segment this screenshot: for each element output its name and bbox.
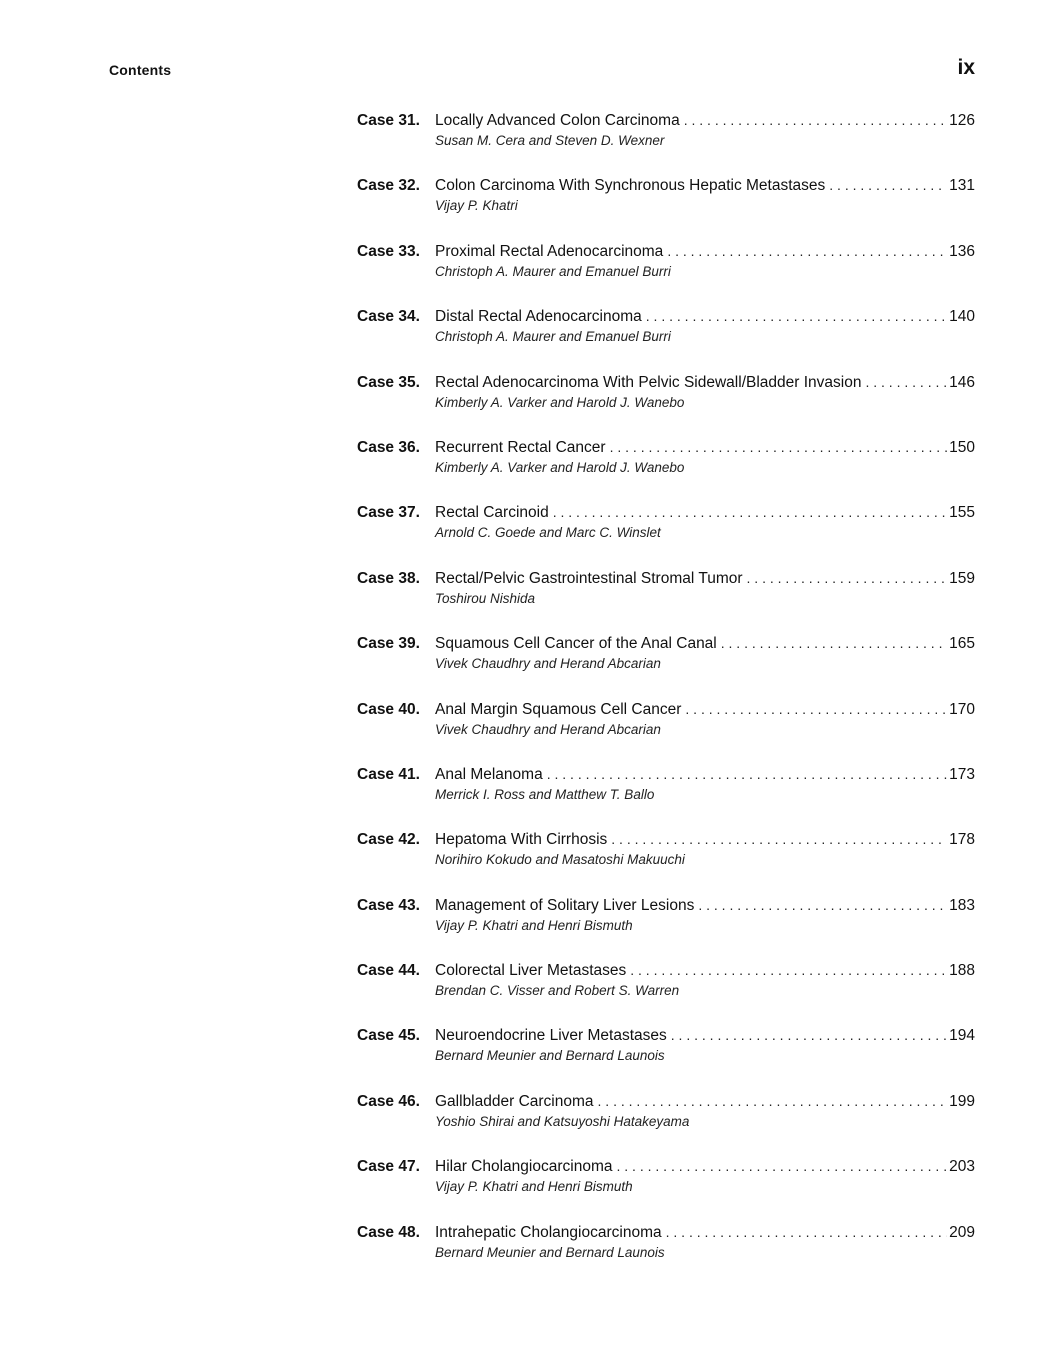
case-page-number: 209: [949, 1223, 975, 1241]
dot-leader: [611, 828, 947, 850]
toc-entry: [357, 567, 975, 632]
toc-entry-line: [357, 1024, 975, 1046]
case-page-number: 136: [949, 242, 975, 260]
dot-leader: [721, 632, 947, 654]
toc-entry-line: [357, 109, 975, 131]
case-title: Proximal Rectal Adenocarcinoma: [435, 242, 664, 260]
toc-entry-line: [357, 436, 975, 458]
table-of-contents: [357, 109, 975, 1286]
toc-entry: [357, 1155, 975, 1220]
dot-leader: [547, 763, 947, 785]
case-page-number: 155: [949, 504, 975, 522]
case-title: Rectal Carcinoid: [435, 504, 549, 522]
case-page-number: 194: [949, 1027, 975, 1045]
toc-entry-line: [357, 894, 975, 916]
toc-entry: [357, 109, 975, 174]
toc-entry-line: [357, 1155, 975, 1177]
dot-leader: [671, 1024, 947, 1046]
case-title: Colon Carcinoma With Synchronous Hepatic Metastases: [435, 177, 826, 195]
dot-leader: [666, 1221, 948, 1243]
toc-entry: [357, 501, 975, 566]
case-page-number: 170: [949, 700, 975, 718]
case-page-number: 165: [949, 635, 975, 653]
dot-leader: [598, 1090, 948, 1112]
toc-entry: [357, 240, 975, 305]
case-number: Case 33.: [357, 242, 420, 260]
toc-entry: [357, 894, 975, 959]
toc-entry-line: [357, 567, 975, 589]
toc-entry-line: [357, 828, 975, 850]
case-authors: Vivek Chaudhry and Herand Abcarian: [435, 721, 661, 737]
case-page-number: 183: [949, 896, 975, 914]
case-authors: Vijay P. Khatri and Henri Bismuth: [435, 917, 633, 933]
toc-entry: [357, 305, 975, 370]
case-title: Colorectal Liver Metastases: [435, 962, 627, 980]
case-number: Case 40.: [357, 700, 420, 718]
toc-entry: [357, 174, 975, 239]
case-page-number: 131: [949, 177, 975, 195]
case-title: Locally Advanced Colon Carcinoma: [435, 112, 680, 129]
case-authors: Arnold C. Goede and Marc C. Winslet: [435, 525, 661, 541]
case-authors: Bernard Meunier and Bernard Launois: [435, 1048, 665, 1064]
toc-entry: [357, 959, 975, 1024]
case-number: Case 34.: [357, 308, 420, 326]
case-title: Anal Melanoma: [435, 765, 543, 783]
case-title: Management of Solitary Liver Lesions: [435, 896, 695, 914]
toc-entry-line: [357, 1090, 975, 1112]
case-authors: Vivek Chaudhry and Herand Abcarian: [435, 656, 661, 672]
toc-entry: [357, 1221, 975, 1286]
case-authors: Norihiro Kokudo and Masatoshi Makuuchi: [435, 852, 685, 868]
toc-entry: [357, 436, 975, 501]
case-page-number: 150: [949, 438, 975, 456]
case-authors: Kimberly A. Varker and Harold J. Wanebo: [435, 459, 685, 475]
case-authors: Christoph A. Maurer and Emanuel Burri: [435, 263, 671, 279]
case-authors: Christoph A. Maurer and Emanuel Burri: [435, 329, 671, 345]
toc-entry: [357, 828, 975, 893]
case-authors: Vijay P. Khatri: [435, 198, 518, 214]
case-page-number: 203: [949, 1158, 975, 1176]
case-title: Recurrent Rectal Cancer: [435, 438, 606, 456]
case-title: Anal Margin Squamous Cell Cancer: [435, 700, 682, 718]
toc-entry-line: [357, 174, 975, 196]
toc-entry: [357, 763, 975, 828]
case-page-number: 126: [949, 112, 975, 129]
dot-leader: [646, 305, 947, 327]
case-number: Case 41.: [357, 765, 420, 783]
case-number: Case 46.: [357, 1092, 420, 1110]
case-number: Case 31.: [357, 112, 420, 129]
case-authors: Bernard Meunier and Bernard Launois: [435, 1244, 665, 1260]
dot-leader: [865, 371, 947, 393]
toc-entry-line: [357, 240, 975, 262]
case-authors: Susan M. Cera and Steven D. Wexner: [435, 133, 665, 148]
case-number: Case 43.: [357, 896, 420, 914]
dot-leader: [553, 501, 947, 523]
dot-leader: [698, 894, 947, 916]
toc-entry: [357, 698, 975, 763]
toc-entry-line: [357, 959, 975, 981]
case-title: Intrahepatic Cholangiocarcinoma: [435, 1223, 662, 1241]
case-page-number: 146: [949, 373, 975, 391]
toc-entry: [357, 1090, 975, 1155]
case-number: Case 36.: [357, 438, 420, 456]
case-number: Case 48.: [357, 1223, 420, 1241]
toc-entry-line: [357, 763, 975, 785]
case-page-number: 159: [949, 569, 975, 587]
case-authors: Toshirou Nishida: [435, 590, 536, 606]
case-authors: Merrick I. Ross and Matthew T. Ballo: [435, 786, 655, 802]
dot-leader: [630, 959, 947, 981]
case-number: Case 42.: [357, 831, 420, 849]
case-title: Rectal Adenocarcinoma With Pelvic Sidewall/Bladder Invasion: [435, 373, 862, 391]
case-authors: Yoshio Shirai and Katsuyoshi Hatakeyama: [435, 1113, 690, 1129]
toc-entry: [357, 1024, 975, 1089]
toc-entry-line: [357, 1221, 975, 1243]
toc-entry-line: [357, 632, 975, 654]
dot-leader: [829, 174, 947, 196]
case-page-number: 140: [949, 308, 975, 326]
dot-leader: [684, 109, 947, 131]
dot-leader: [616, 1155, 947, 1177]
case-number: Case 44.: [357, 962, 420, 980]
running-head: Contents: [109, 62, 172, 78]
case-authors: Kimberly A. Varker and Harold J. Wanebo: [435, 394, 685, 410]
toc-entry: [357, 632, 975, 697]
toc-entry: [357, 371, 975, 436]
case-number: Case 39.: [357, 635, 420, 653]
case-number: Case 35.: [357, 373, 420, 391]
case-title: Rectal/Pelvic Gastrointestinal Stromal Tumor: [435, 569, 743, 587]
case-authors: Vijay P. Khatri and Henri Bismuth: [435, 1179, 633, 1195]
case-page-number: 188: [949, 962, 975, 980]
toc-entry-line: [357, 371, 975, 393]
case-number: Case 47.: [357, 1158, 420, 1176]
case-number: Case 37.: [357, 504, 420, 522]
case-title: Hepatoma With Cirrhosis: [435, 831, 608, 849]
case-page-number: 178: [949, 831, 975, 849]
case-number: Case 32.: [357, 177, 420, 195]
case-page-number: 173: [949, 765, 975, 783]
case-page-number: 199: [949, 1092, 975, 1110]
case-number: Case 38.: [357, 569, 420, 587]
toc-entry-line: [357, 698, 975, 720]
toc-entry-line: [357, 501, 975, 523]
dot-leader: [685, 698, 947, 720]
case-title: Hilar Cholangiocarcinoma: [435, 1158, 613, 1176]
case-title: Distal Rectal Adenocarcinoma: [435, 308, 642, 326]
toc-entry-line: [357, 305, 975, 327]
dot-leader: [667, 240, 947, 262]
dot-leader: [610, 436, 948, 458]
page-number: ix: [957, 56, 975, 79]
case-title: Squamous Cell Cancer of the Anal Canal: [435, 635, 717, 653]
case-title: Neuroendocrine Liver Metastases: [435, 1027, 667, 1045]
case-number: Case 45.: [357, 1027, 420, 1045]
case-title: Gallbladder Carcinoma: [435, 1092, 594, 1110]
dot-leader: [747, 567, 948, 589]
case-authors: Brendan C. Visser and Robert S. Warren: [435, 983, 680, 999]
